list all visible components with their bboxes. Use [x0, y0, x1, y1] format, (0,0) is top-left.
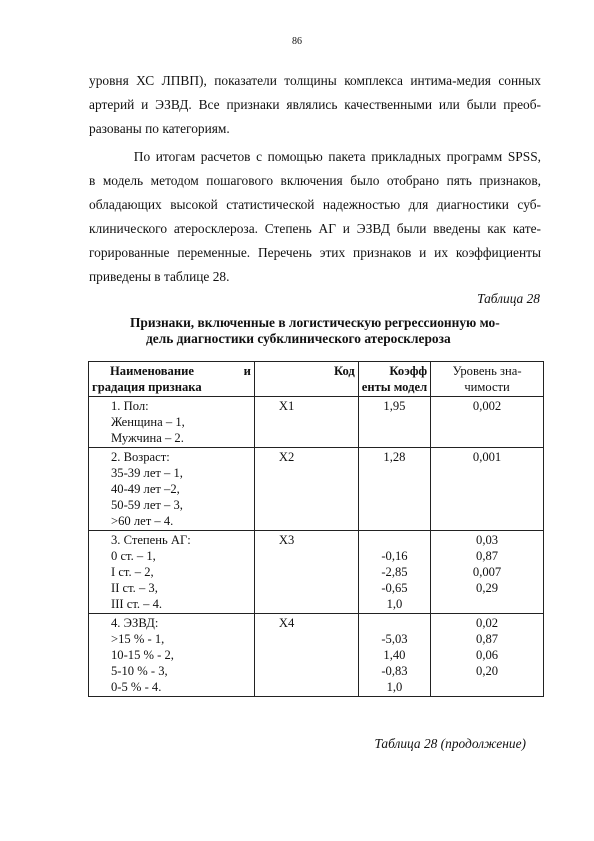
text-line: уровня ХС ЛПВП), показатели толщины комплекса интима-медия сонных	[89, 73, 541, 88]
header-name-line: Наименование и	[110, 364, 251, 378]
cell-line	[434, 596, 540, 612]
cell-line: 0,06	[476, 648, 499, 662]
cell-line: 1,0	[386, 597, 403, 611]
header-name	[89, 362, 255, 397]
cell-line: 0,20	[476, 664, 499, 678]
cell-line: 10-15 % - 2,	[111, 648, 174, 662]
cell-line: 3. Степень АГ:	[111, 533, 191, 547]
cell-line: >60 лет – 4.	[111, 514, 174, 528]
cell-level	[431, 397, 544, 448]
cell-name	[89, 614, 255, 697]
cell-line: III ст. – 4.	[111, 597, 163, 611]
cell-coef	[358, 531, 430, 614]
cell-code: Х3	[254, 531, 358, 614]
cell-line: -2,85	[381, 565, 408, 579]
cell-level	[431, 448, 544, 531]
table-continuation-label: Таблица 28 (продолжение)	[374, 736, 526, 751]
cell-line: 4. ЭЗВД:	[111, 616, 159, 630]
cell-line: 0,002	[472, 399, 502, 413]
cell-code: Х4	[254, 614, 358, 697]
cell-line: 0-5 % - 4.	[111, 680, 162, 694]
cell-name	[89, 531, 255, 614]
cell-name	[89, 448, 255, 531]
paragraph-2	[89, 145, 541, 289]
cell-coef	[358, 614, 430, 697]
cell-name	[89, 397, 255, 448]
table-label: Таблица 28	[477, 291, 540, 306]
cell-line: 0,02	[476, 616, 499, 630]
caption-line: дель диагностики субклинического атеросклероза	[146, 331, 451, 346]
text-line: По итогам расчетов с помощью пакета прикладных программ SPSS,	[89, 149, 541, 164]
cell-line: 50-59 лет – 3,	[111, 498, 183, 512]
cell-level	[431, 531, 544, 614]
table-row	[89, 531, 544, 614]
text-line: обладающих высокой статистической надежностью для диагностики суб-	[89, 197, 541, 212]
cell-line: 1,40	[383, 648, 406, 662]
cell-line: 0 ст. – 1,	[111, 549, 156, 563]
cell-line: -0,65	[381, 581, 408, 595]
header-code	[254, 362, 358, 397]
cell-line: Женщина – 1,	[111, 415, 185, 429]
cell-line: 0,87	[476, 632, 499, 646]
cell-line: Мужчина – 2.	[111, 431, 184, 445]
cell-line	[434, 679, 540, 695]
text-line: приведены в таблице 28.	[89, 269, 230, 284]
cell-line	[362, 615, 427, 631]
cell-line: 0,03	[476, 533, 499, 547]
cell-coef	[358, 448, 430, 531]
text-line: артерий и ЭЗВД. Все признаки являлись качественными или были преоб-	[89, 97, 541, 112]
header-level-line: чимости	[464, 380, 510, 394]
cell-line: 0,29	[476, 581, 499, 595]
caption-line: Признаки, включенные в логистическую регрессионную мо-	[130, 315, 500, 330]
header-level-line: Уровень зна-	[452, 364, 522, 378]
header-name-line: градация признака	[92, 380, 202, 394]
cell-line: >15 % - 1,	[111, 632, 165, 646]
cell-code: Х1	[254, 397, 358, 448]
cell-code: Х2	[254, 448, 358, 531]
cell-level	[431, 614, 544, 697]
cell-coef	[358, 397, 430, 448]
cell-line: 0,007	[472, 565, 502, 579]
cell-line: 1,28	[383, 450, 406, 464]
table-caption	[130, 315, 550, 347]
cell-line: -0,16	[381, 549, 408, 563]
cell-line: II ст. – 3,	[111, 581, 158, 595]
cell-line: 40-49 лет –2,	[111, 482, 180, 496]
header-coef-line: Коэфф	[389, 364, 428, 378]
header-code-text: Код	[333, 364, 355, 378]
cell-line: 2. Возраст:	[111, 450, 170, 464]
cell-line: 35-39 лет – 1,	[111, 466, 183, 480]
page-number: 86	[292, 36, 302, 47]
header-level	[431, 362, 544, 397]
cell-line: -5,03	[381, 632, 408, 646]
text-line: разованы по категориям.	[89, 121, 230, 136]
header-coef-line: енты модел	[361, 380, 428, 394]
text-line: в модель методом пошагового включения было отобрано пять признаков,	[89, 173, 541, 188]
cell-line: 1,95	[383, 399, 406, 413]
cell-line: -0,83	[381, 664, 408, 678]
cell-line: I ст. – 2,	[111, 565, 154, 579]
cell-line: 0,001	[472, 450, 502, 464]
cell-line	[362, 532, 427, 548]
text-line: клинического атеросклероза. Степень АГ и ЭЗВД были введены как кате-	[89, 221, 541, 236]
cell-line: 1,0	[386, 680, 403, 694]
table-row	[89, 397, 544, 448]
table-header-row	[89, 362, 544, 397]
data-table	[88, 361, 544, 697]
paragraph-1	[89, 69, 541, 141]
text-line: горированные переменные. Перечень этих признаков и их коэффициенты	[89, 245, 541, 260]
table-row	[89, 614, 544, 697]
cell-line: 1. Пол:	[111, 399, 149, 413]
cell-line: 0,87	[476, 549, 499, 563]
table-row	[89, 448, 544, 531]
header-coef	[358, 362, 430, 397]
cell-line: 5-10 % - 3,	[111, 664, 168, 678]
